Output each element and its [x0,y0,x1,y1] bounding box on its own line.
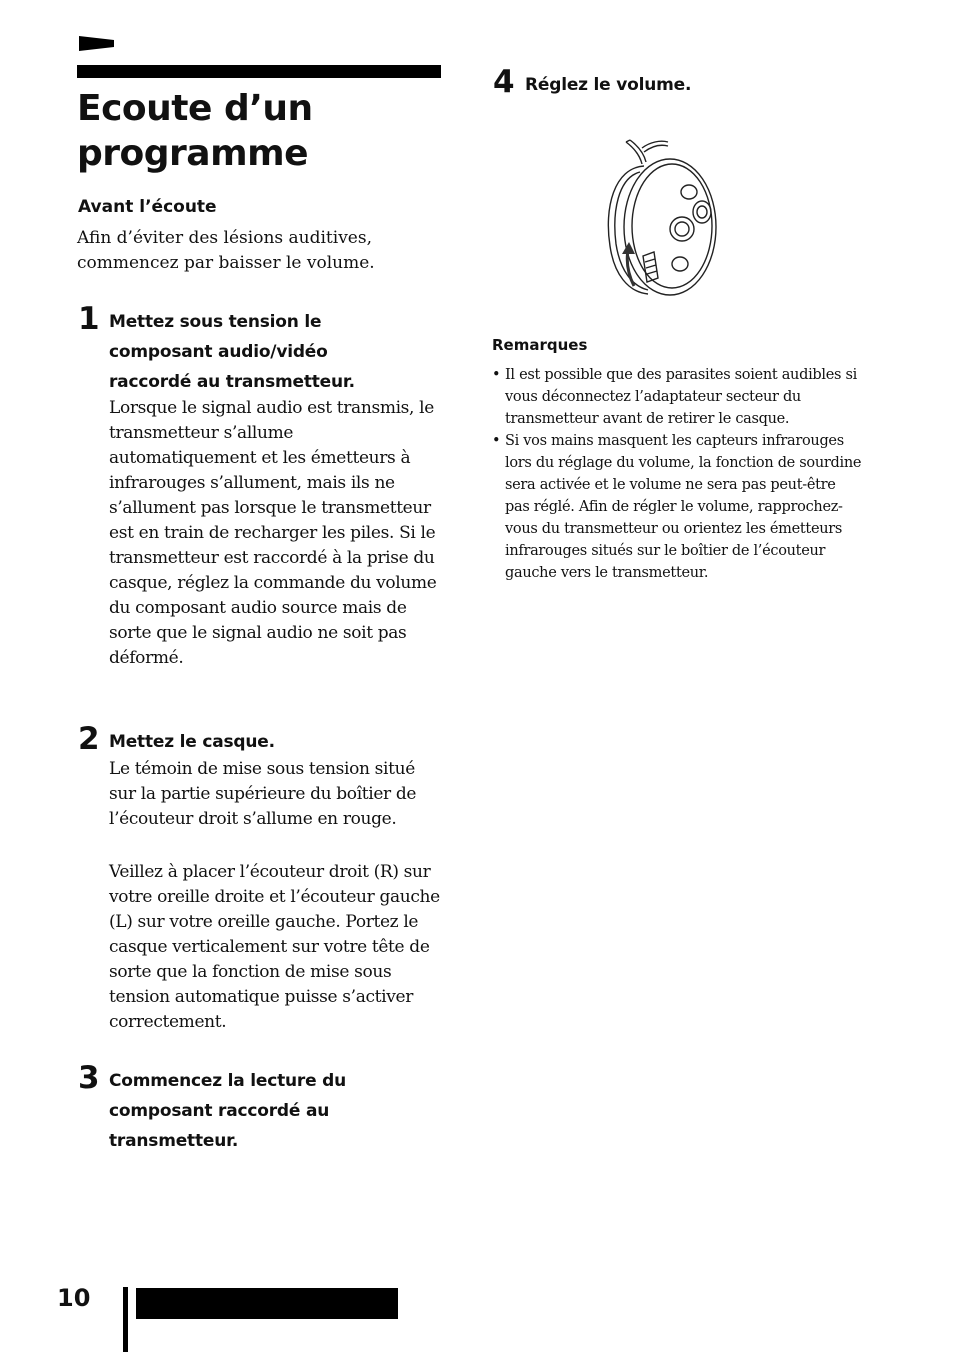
note-item [492,364,862,430]
page-title: Ecoute d’un programme [77,88,313,174]
step-1-text: Lorsque le signal audio est transmis, le transmetteur s’allume automatiquement et les émetteurs à infrarouges s’allument, mais ils ne s’allument pas lorsque le transmetteur est en train de recharger les piles. Si le transmetteur est raccordé à la prise du casque, réglez la commande du volume du composant audio source mais de sorte que le signal audio ne soit pas déformé. [109,398,437,668]
title-rule [77,65,441,78]
before-listening-text: Afin d’éviter des lésions auditives, commencez par baisser le volume. [77,228,375,273]
headphone-volume-illustration-icon [600,138,725,298]
step-4-title: Réglez le volume. [525,75,692,95]
step-4-number: 4 [493,64,515,100]
step-1-title: Mettez sous tension le composant audio/vidéo raccordé au transmetteur. [109,312,355,392]
notes-list [492,364,862,584]
notes-heading: Remarques [492,336,588,354]
page-number: 10 [57,1284,91,1312]
step-2-text-2: Veillez à placer l’écouteur droit (R) sur votre oreille droite et l’écouteur gauche (L) sur votre oreille gauche. Portez le casque verticalement sur votre tête de sorte que la fonction de mise sous tension automatique puisse s’activer correctement. [109,862,440,1032]
step-2-number: 2 [78,721,100,757]
step-2-text-1: Le témoin de mise sous tension situé sur la partie supérieure du boîtier de l’écouteur droit s’allume en rouge. [109,759,417,829]
step-3-number: 3 [78,1060,100,1096]
step-2-title: Mettez le casque. [109,732,275,752]
note-text: Il est possible que des parasites soient audibles si vous déconnectez l’adaptateur secteur du transmetteur avant de retirer le casque. [505,367,857,427]
bullet-icon: • [492,367,501,383]
step-3-title: Commencez la lecture du composant raccordé au transmetteur. [109,1071,347,1151]
footer-rule [123,1287,128,1352]
section-marker-icon [79,36,115,52]
step-1-number: 1 [78,301,100,337]
footer-tab [136,1288,398,1319]
note-item [492,430,862,584]
before-listening-heading: Avant l’écoute [78,197,217,217]
note-text: Si vos mains masquent les capteurs infrarouges lors du réglage du volume, la fonction de sourdine sera activée et le volume ne sera pas peut-être pas réglé. Afin de régler le volume, rapprochez-vous du transmetteur ou orientez les émetteurs infrarouges situés sur le boîtier de l’écouteur gauche vers le transmetteur. [505,433,862,581]
bullet-icon: • [492,433,501,449]
